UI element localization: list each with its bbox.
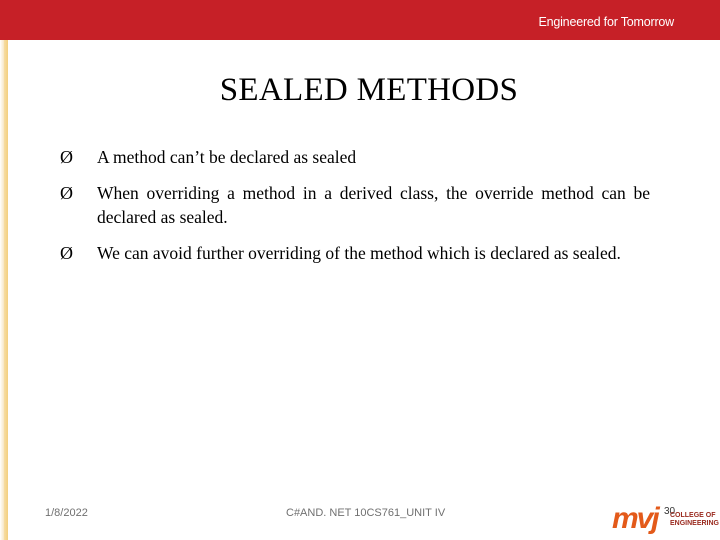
bullet-item [60, 241, 650, 265]
logo-college-line2: ENGINEERING [670, 520, 720, 527]
header-bar [0, 0, 720, 40]
logo-college-name [670, 512, 720, 528]
logo-college-line1: COLLEGE OF [670, 512, 716, 519]
bullet-item [60, 181, 650, 229]
footer-course: C#AND. NET 10CS761_UNIT IV [286, 507, 446, 519]
slide-title: SEALED METHODS [219, 72, 519, 108]
tagline: Engineered for Tomorrow [538, 15, 674, 29]
college-logo [608, 502, 720, 540]
bullet-text: A method can’t be declared as sealed [97, 147, 357, 167]
page-number: 30 [664, 506, 676, 517]
left-border-shade [4, 40, 8, 540]
arrow-bullet-icon: Ø [60, 243, 73, 263]
bullet-text: When overriding a method in a derived class, the override method can be declared as sealed. [97, 183, 650, 227]
bullet-text: We can avoid further overriding of the method which is declared as sealed. [97, 243, 621, 263]
bullet-list [60, 145, 650, 277]
arrow-bullet-icon: Ø [60, 147, 73, 167]
arrow-bullet-icon: Ø [60, 183, 73, 203]
bullet-item [60, 145, 650, 169]
footer-date: 1/8/2022 [45, 507, 88, 519]
logo-brand: mvj [612, 502, 658, 535]
